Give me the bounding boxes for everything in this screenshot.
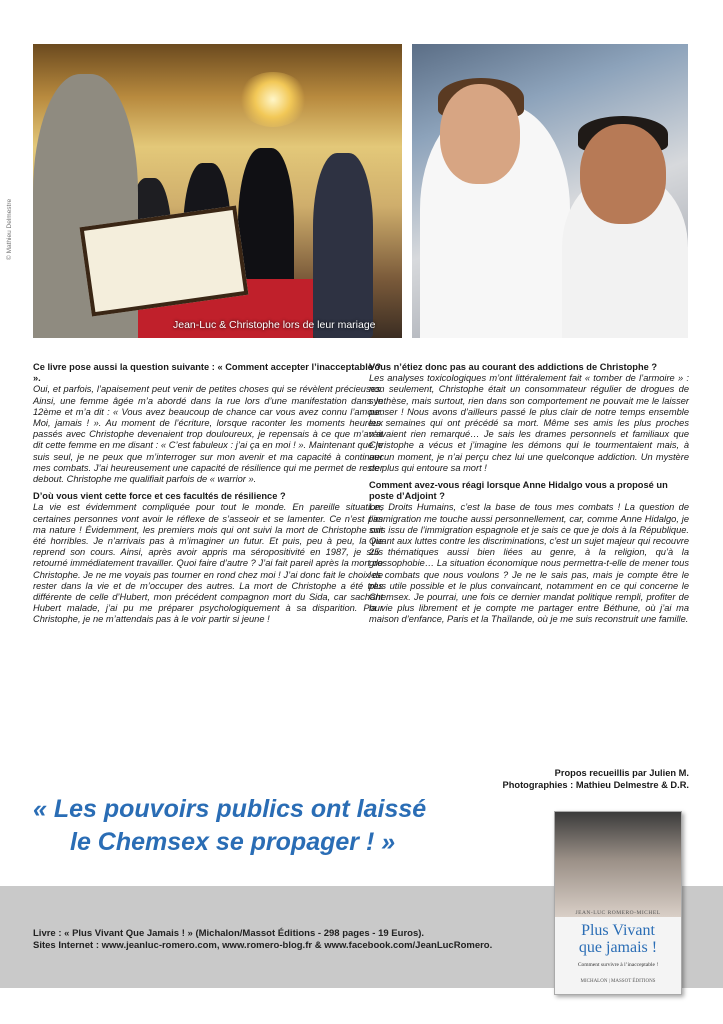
question: Ce livre pose aussi la question suivante : « Comment accepter l’inacceptable ? ». (33, 362, 382, 384)
face (580, 124, 666, 224)
photo-credits: Photographies : Mathieu Delmestre & D.R. (502, 779, 689, 790)
answer: Les analyses toxicologiques m’ont littéralement fait « tomber de l’armoire » : non seulement, Christophe était un consommateur régulier de drogues de synthèse, mais surtout, rien dans son comportement ne pouvait me le laisser penser ! Nous avons d’ailleurs passé le plus clair de notre temps ensemble les semaines qui ont précédé sa mort. Même ses amis les plus proches n’avaient rien remarqué… Je sais les drames personnels et familiaux que Christophe a vécus et j’imagine les démons qui le tourmentaient mais, à aucun moment, je n’ai perçu chez lui une quelconque addiction. Un mystère de plus qui entoure sa mort ! (369, 373, 689, 473)
answer: Oui, et parfois, l’apaisement peut venir de petites choses qui se révèlent précieuses. Ainsi, une femme âgée m’a abordé dans la rue lors d’une manifestation dans le 12ème et m’a dit : « Vous avez beaucoup de chance car vous avez connu l’amour. Moi, jamais ! ». Au moment de l’écriture, lorsque raconter les moments heureux passés avec Christophe devenaient trop douloureux, je repensais à ce que m’avait dit cette femme en me disant : « C’est fabuleux : j’ai ça en moi ! ». Maintenant que je suis seul, je ne peux que m’interroger sur mon avenir et ma capacité à continuer mes combats. J’ai heureusement une capacité de résilience qui me permet de rester debout. Christophe me qualifiait parfois de « warrior ». (33, 384, 383, 485)
book-title: Plus Vivant (581, 922, 655, 939)
cover-portrait (555, 812, 681, 917)
answer: Les Droits Humains, c’est la base de tous mes combats ! La question de l’immigration me touche aussi personnellement, car, comme Anne Hidalgo, je suis issu de l’immigration espagnole et je sais ce que je dois à la République. Quant aux luttes contre les discriminations, c’est un sujet majeur qui recouvre 25 thématiques aussi bien liées au genre, à la religion, qu’à la grossophobie… La situation économique nous permettra-t-elle de mener tous les combats que nous voulons ? Je ne le sais pas, mais je compte être le plus utile possible et le plus convaincant, notamment en ce qui concerne le Chemsex. Je pourrai, une fois ce dernier mandat politique rempli, profiter de la vie plus librement et je compte me partager entre Béthune, où j’ai ma maison d’enfance, Paris et la Thaïlande, où je me suis reconstruit une famille. (369, 502, 689, 625)
photo-credit: © Mathieu Delmestre (6, 198, 13, 260)
book-cover (554, 811, 682, 995)
officiant-figure (313, 153, 373, 338)
selfie-photo (412, 44, 688, 338)
article-credits (400, 768, 689, 791)
question: Vous n’étiez donc pas au courant des addictions de Christophe ? (369, 362, 658, 372)
book-subtitle: Comment survivre à l’inacceptable ! (577, 962, 659, 968)
right-column (369, 362, 689, 632)
face (440, 84, 520, 184)
pull-quote-line: « Les pouvoirs publics ont laissé (33, 795, 427, 823)
book-title: que jamais ! (578, 939, 658, 956)
book-publisher: MICHALON | MASSOT ÉDITIONS (580, 979, 656, 984)
interviewer-credit: Propos recueillis par Julien M. (554, 768, 689, 778)
book-info: Livre : « Plus Vivant Que Jamais ! » (Michalon/Massot Éditions - 298 pages - 19 Euros). (33, 928, 425, 939)
left-column (33, 362, 383, 632)
answer: La vie est évidemment compliquée pour tout le monde. En pareille situation, certaines personnes vont avoir le réflexe de s’asseoir et se lamenter. Ce n’est pas ma nature ! Évidemment, les premiers mois qui ont suivi la mort de Christophe ont été horribles. Je n’arrivais pas à m’imaginer un futur. Et puis, peu à peu, la vie reprend son cours. Ainsi, après avoir appris ma séropositivité en 1987, je suis retourné immédiatement travailler. Quoi faire d’autre ? J’ai fait pareil après la mort de Christophe. Je ne me voyais pas tourner en rond chez moi ! J’ai donc fait le choix de rester dans la vie et de m’occuper des autres. La mort de Christophe a été très différente de celle d’Hubert, mon précédent compagnon mort du Sida, car sachant Hubert malade, j’ai pu me préparer psychologiquement à sa disparition. Pour Christophe, je ne m’attendais pas à le voir partir si jeune ! (33, 502, 383, 625)
pull-quote (33, 793, 533, 859)
footer-text (33, 928, 492, 952)
website-links: Sites Internet : www.jeanluc-romero.com, www.romero-blog.fr & www.facebook.com/JeanLucRomero. (33, 940, 493, 951)
book-author: JEAN-LUC ROMERO-MICHEL (575, 910, 661, 916)
question: Comment avez-vous réagi lorsque Anne Hidalgo vous a proposé un poste d’Adjoint ? (369, 480, 668, 502)
wedding-photo (33, 44, 402, 338)
photo-caption: Jean-Luc & Christophe lors de leur mariage (173, 319, 376, 331)
question: D’où vous vient cette force et ces facultés de résilience ? (33, 491, 286, 502)
chandelier (238, 72, 308, 127)
pull-quote-line: le Chemsex se propager ! » (70, 828, 396, 856)
